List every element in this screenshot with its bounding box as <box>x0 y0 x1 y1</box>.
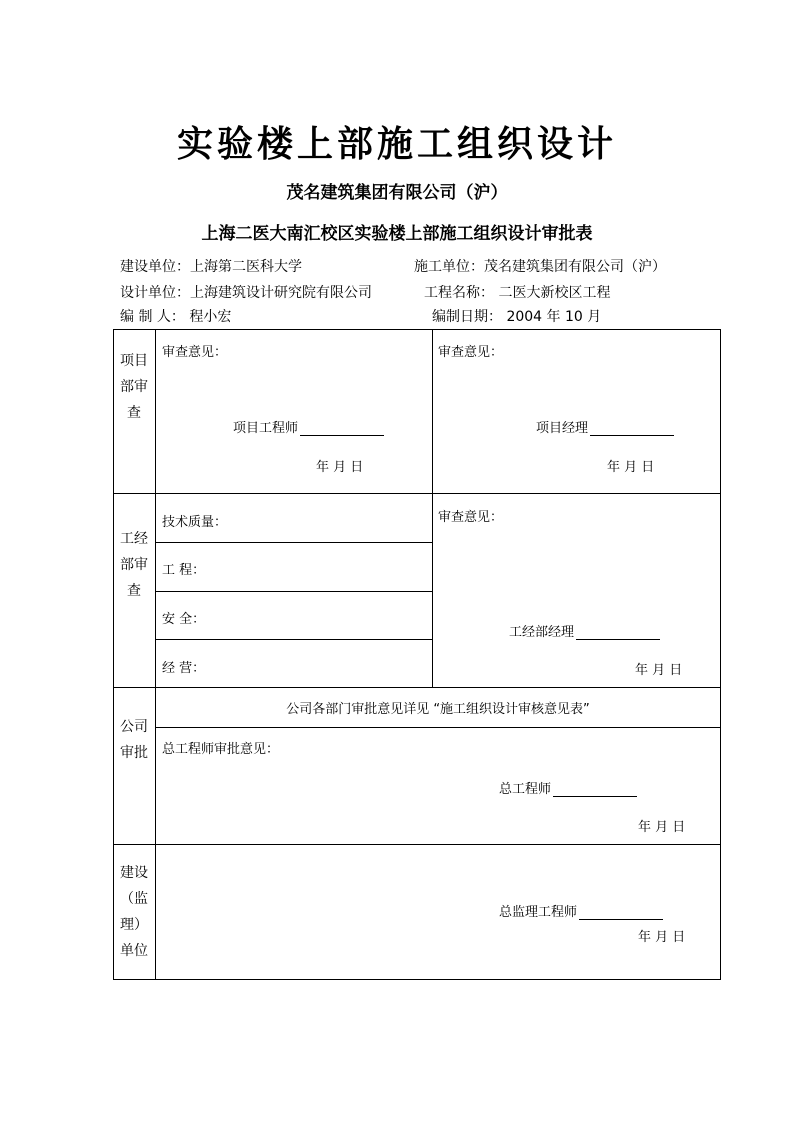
eng-manager-date: 年 月 日 <box>635 663 683 678</box>
project-dept-label: 项目部审查 <box>120 353 148 421</box>
chief-engineer-opinion-label: 总工程师审批意见： <box>162 742 280 757</box>
project-engineer-opinion-label: 审查意见： <box>162 345 228 360</box>
design-unit: 设计单位：上海建筑设计研究院有限公司 <box>120 285 372 301</box>
page-title: 实验楼上部施工组织设计 <box>176 123 617 165</box>
build-unit: 建设单位：上海第二医科大学 <box>120 259 302 275</box>
company-name: 茂名建筑集团有限公司（沪） <box>286 183 508 203</box>
eng-manager-signature[interactable]: 工经部经理 <box>509 621 660 640</box>
tech-quality-field[interactable]: 技术质量： <box>162 515 228 530</box>
eng-manager-opinion-label: 审查意见： <box>438 510 504 525</box>
chief-engineer-signature[interactable]: 总工程师 <box>499 778 637 797</box>
owner-unit-label: 建设（监理）单位 <box>120 865 148 959</box>
company-approval-label: 公司审批 <box>120 719 148 761</box>
author: 编 制 人： 程小宏 <box>120 309 232 325</box>
chief-supervisor-signature[interactable]: 总监理工程师 <box>499 901 663 920</box>
project-manager-opinion-label: 审查意见： <box>438 345 504 360</box>
engineering-field[interactable]: 工 程： <box>162 563 206 578</box>
business-field[interactable]: 经 营： <box>162 661 206 676</box>
form-subtitle: 上海二医大南汇校区实验楼上部施工组织设计审批表 <box>201 224 593 244</box>
construct-unit: 施工单位：茂名建筑集团有限公司（沪） <box>414 259 666 275</box>
project-engineer-date: 年 月 日 <box>316 460 364 475</box>
project-engineer-signature[interactable]: 项目工程师 <box>233 417 384 436</box>
safety-field[interactable]: 安 全： <box>162 612 206 627</box>
chief-supervisor-date: 年 月 日 <box>638 930 686 945</box>
department-note: 公司各部门审批意见详见 “施工组织设计审核意见表” <box>286 702 590 717</box>
compile-date: 编制日期： 2004 年 10 月 <box>432 309 602 325</box>
engineering-dept-label: 工经部审查 <box>120 531 148 599</box>
chief-engineer-date: 年 月 日 <box>638 820 686 835</box>
project-manager-date: 年 月 日 <box>607 460 655 475</box>
project-manager-signature[interactable]: 项目经理 <box>536 417 674 436</box>
project-name: 工程名称： 二医大新校区工程 <box>424 285 611 301</box>
